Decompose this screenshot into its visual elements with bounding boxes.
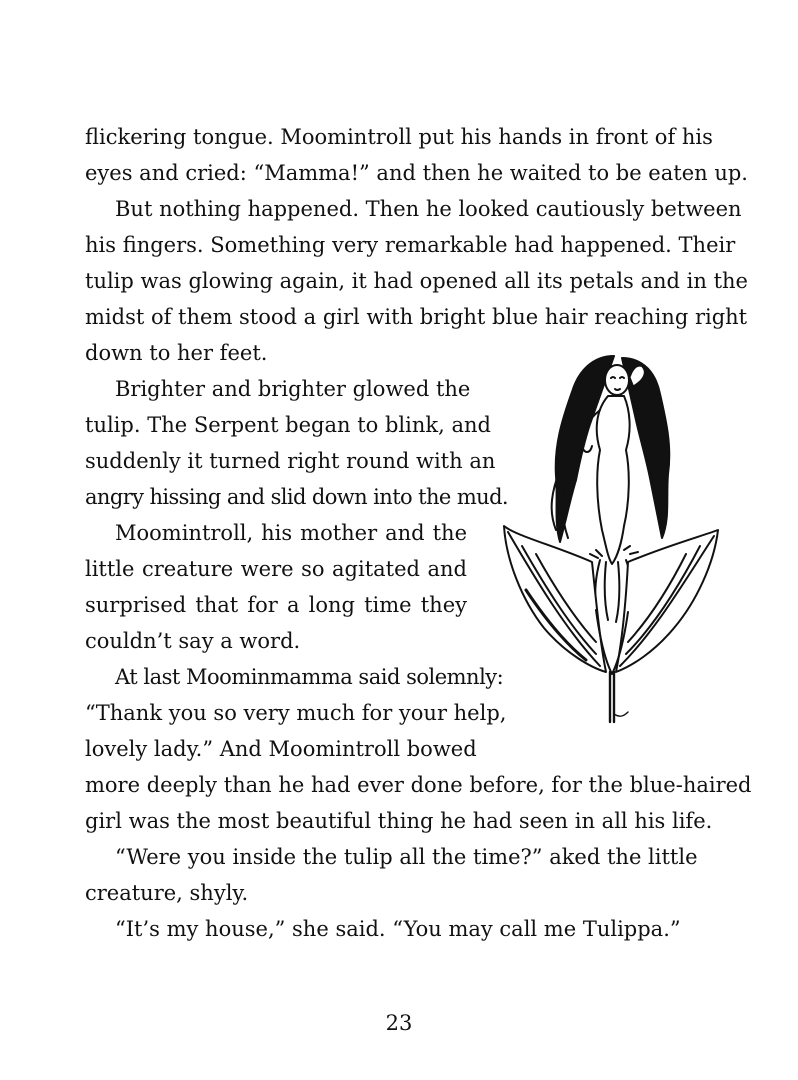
text-line: creature, shyly. <box>85 881 249 905</box>
text-line: little creature were so agitated and <box>85 557 467 581</box>
text-line: midst of them stood a girl with bright blue hair reaching right <box>85 305 748 329</box>
page-number: 23 <box>385 1011 413 1035</box>
tulippa-in-tulip-illustration <box>496 350 726 730</box>
text-line: couldn’t say a word. <box>85 629 301 653</box>
text-line: eyes and cried: “Mamma!” and then he waited to be eaten up. <box>85 161 748 185</box>
text-line: surprised that for a long time they <box>85 593 467 617</box>
text-line: “Thank you so very much for your help, <box>85 701 507 725</box>
text-line: his fingers. Something very remarkable had happened. Their <box>85 233 736 257</box>
text-line: At last Moominmamma said solemnly: <box>115 665 504 689</box>
text-line: girl was the most beautiful thing he had seen in all his life. <box>85 809 713 833</box>
text-line: down to her feet. <box>85 341 268 365</box>
text-line: But nothing happened. Then he looked cautiously between <box>115 197 742 221</box>
text-line: flickering tongue. Moomintroll put his hands in front of his <box>85 125 713 149</box>
text-line: angry hissing and slid down into the mud. <box>85 485 508 509</box>
text-line: Brighter and brighter glowed the <box>115 377 471 401</box>
text-line: Moomintroll, his mother and the <box>115 521 467 545</box>
text-line: “Were you inside the tulip all the time?” aked the little <box>115 845 698 869</box>
text-line: suddenly it turned right round with an <box>85 449 496 473</box>
text-line: “It’s my house,” she said. “You may call me Tulippa.” <box>115 917 681 941</box>
text-line: more deeply than he had ever done before, for the blue-haired <box>85 773 752 797</box>
text-line: tulip. The Serpent began to blink, and <box>85 413 491 437</box>
text-line: tulip was glowing again, it had opened all its petals and in the <box>85 269 748 293</box>
text-line: lovely lady.” And Moomintroll bowed <box>85 737 477 761</box>
